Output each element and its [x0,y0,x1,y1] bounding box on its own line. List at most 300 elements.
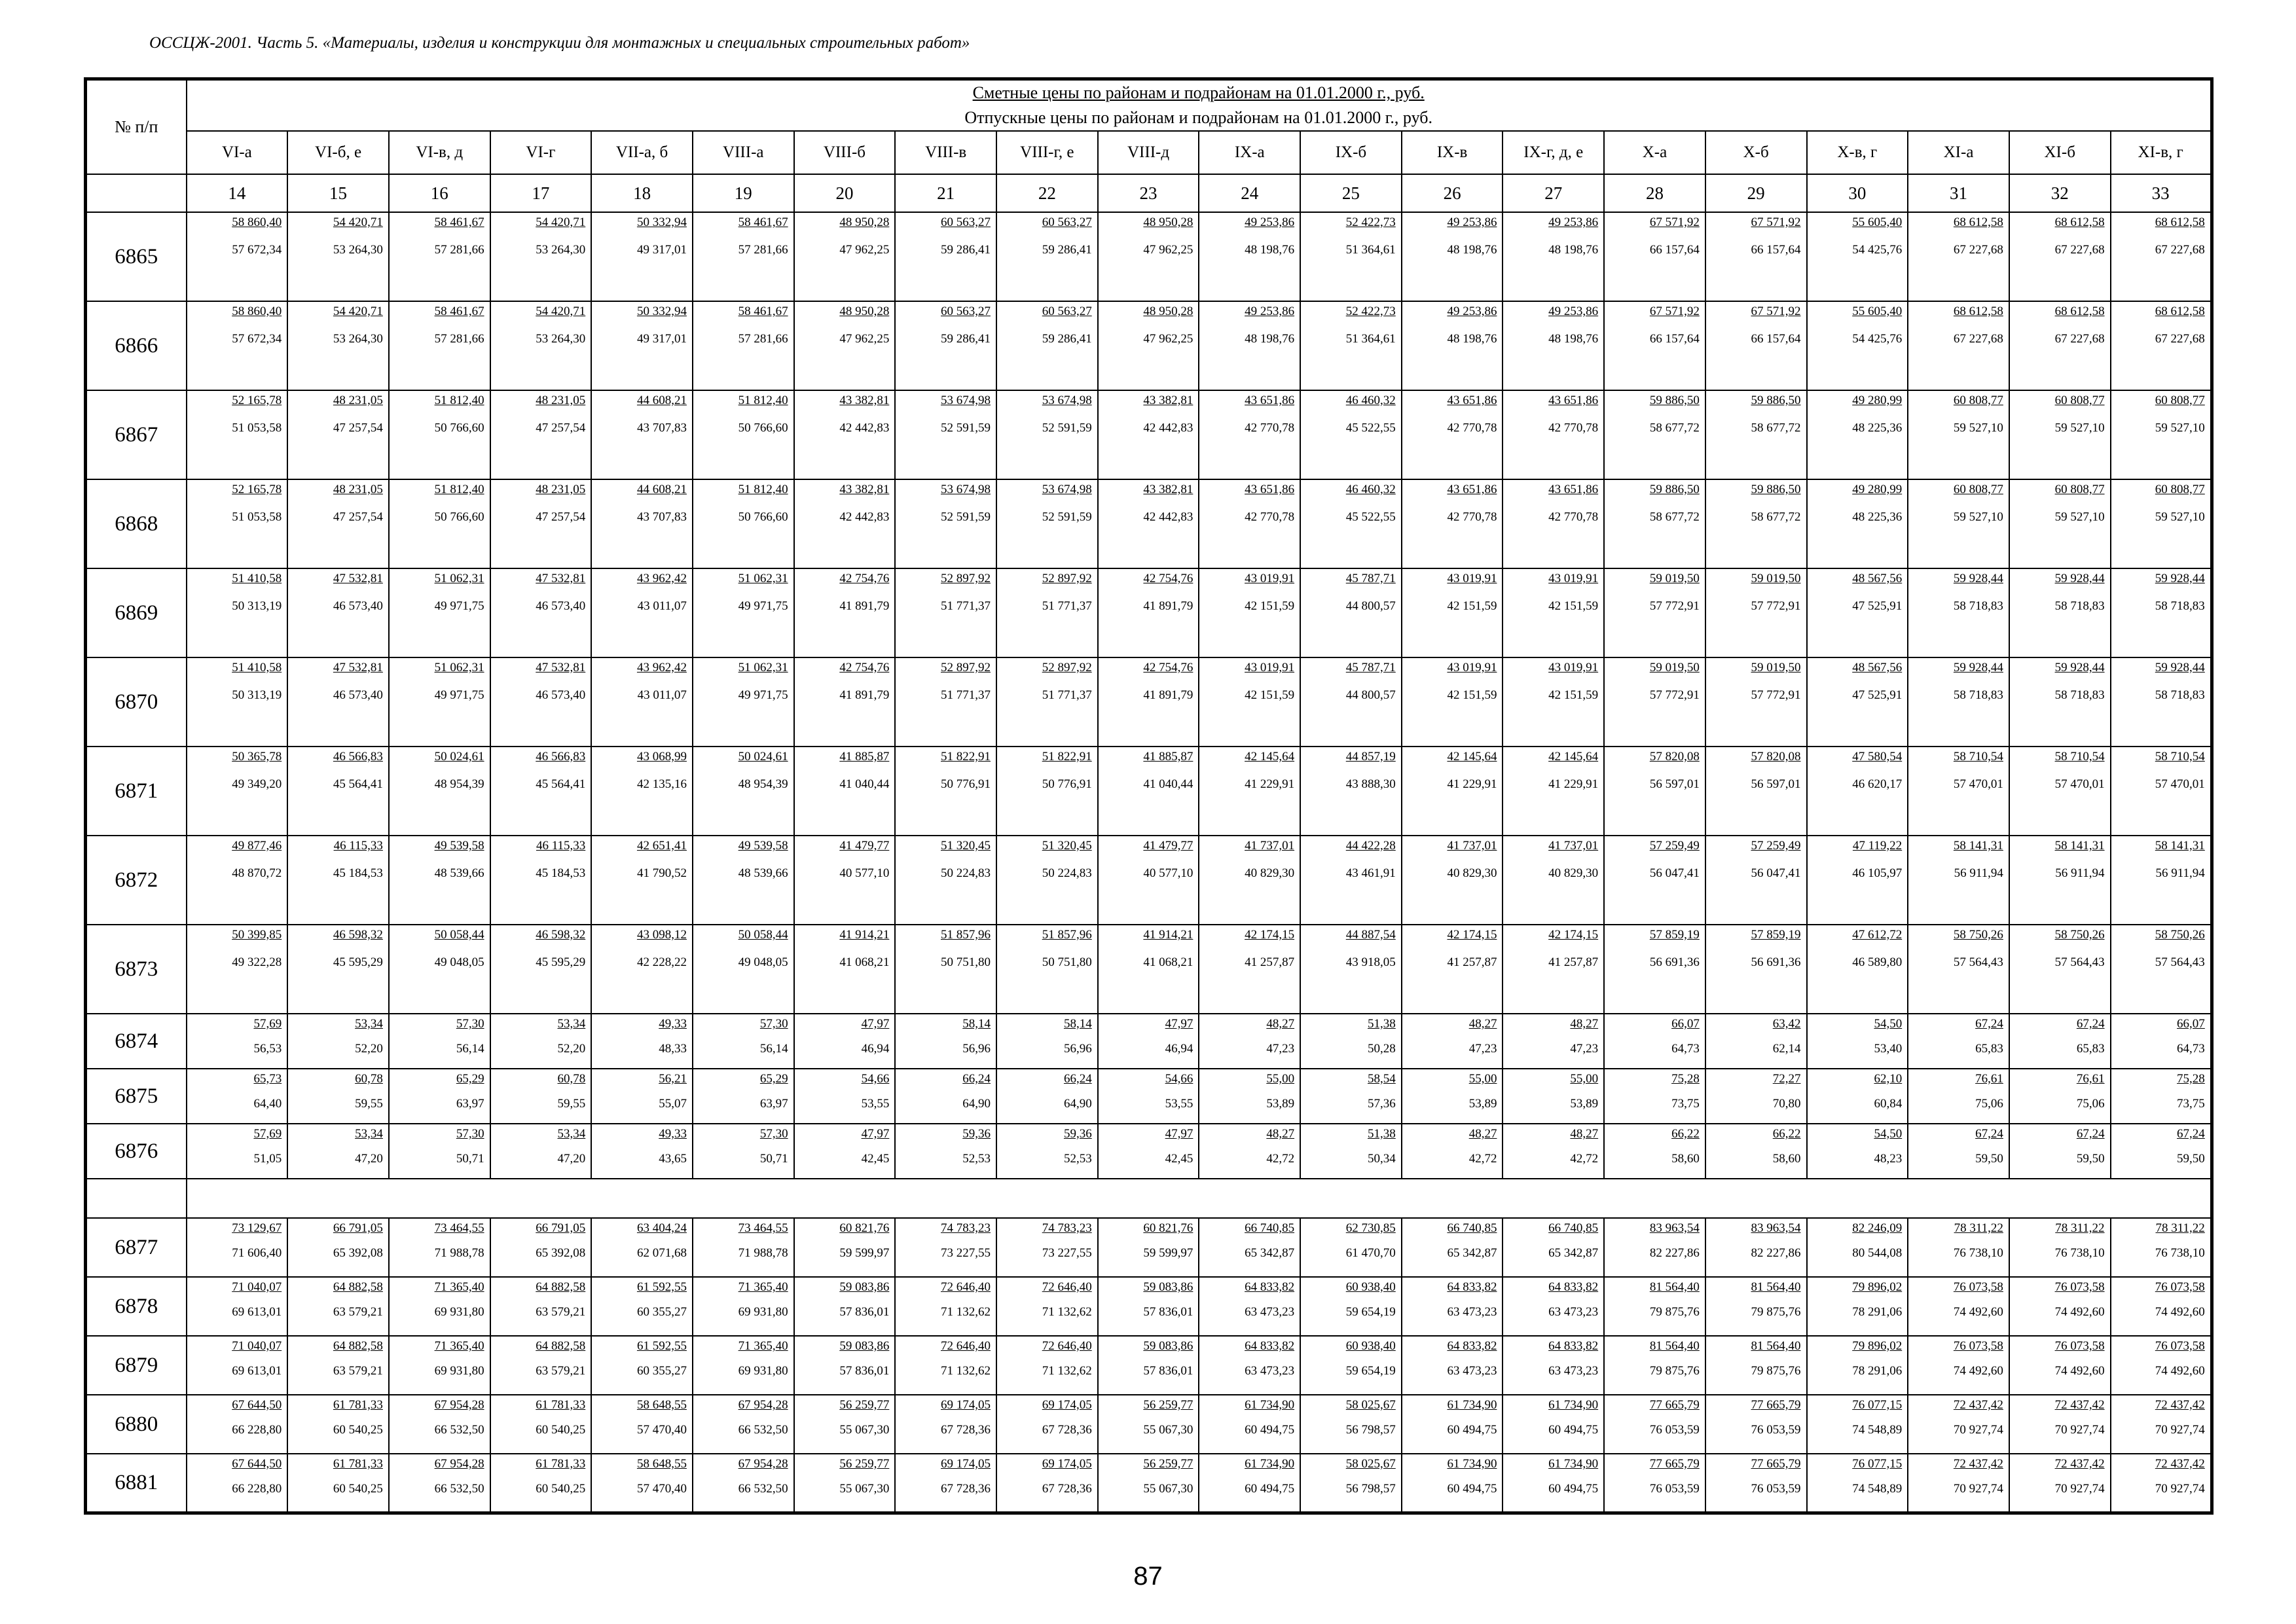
price-cell [693,1014,794,1069]
estimate-price: 53,34 [557,1017,586,1031]
estimate-price: 43 962,42 [636,572,687,585]
estimate-price: 72 646,40 [941,1339,991,1353]
release-price: 52 591,59 [1042,510,1092,524]
release-price: 78 291,06 [1852,1364,1903,1378]
estimate-price: 43 382,81 [1143,483,1194,496]
price-cell [1807,301,1908,390]
release-price: 57 672,34 [232,243,282,257]
release-price: 59 527,10 [2054,510,2105,524]
price-cell [287,1395,389,1454]
price-cell [1604,1395,1705,1454]
price-cell [1503,479,1604,568]
price-cell [389,212,490,301]
release-price: 67 227,68 [2155,332,2205,346]
release-price: 57 772,91 [1649,599,1700,613]
estimate-price: 81 564,40 [1751,1339,1801,1353]
release-price: 47,20 [557,1152,586,1166]
estimate-price: 41 737,01 [1245,839,1295,853]
price-cell [1604,657,1705,747]
release-price: 46 105,97 [1852,866,1903,880]
estimate-price: 47 532,81 [536,661,586,674]
price-cell [1705,1395,1807,1454]
estimate-price: 76 073,58 [2155,1339,2205,1353]
price-cell [591,212,693,301]
release-price: 50 224,83 [941,866,991,880]
price-cell [591,925,693,1014]
estimate-price: 45 787,71 [1345,572,1396,585]
release-price: 44 800,57 [1345,599,1396,613]
release-price: 53,89 [1266,1097,1295,1111]
price-cell [1199,568,1300,657]
release-price: 57 281,66 [434,243,484,257]
district-header: VIII-д [1098,131,1199,174]
estimate-price: 60 808,77 [1953,483,2003,496]
estimate-price: 61 781,33 [536,1457,586,1471]
price-cell [187,568,288,657]
release-price: 67 227,68 [2054,332,2105,346]
release-price: 57 281,66 [738,332,788,346]
price-cell [287,1014,389,1069]
district-header: XI-в, г [2111,131,2212,174]
price-cell [1300,1454,1402,1513]
price-cell [490,925,592,1014]
release-price: 50,34 [1368,1152,1396,1166]
release-price: 66 228,80 [232,1423,282,1437]
price-cell [1098,925,1199,1014]
estimate-price: 61 734,90 [1447,1457,1497,1471]
release-price: 41 229,91 [1245,777,1295,791]
release-price: 67 728,36 [1042,1482,1092,1496]
price-cell [2009,1277,2111,1336]
price-cell [996,1069,1098,1124]
price-cell [1705,836,1807,925]
release-price: 50 224,83 [1042,866,1092,880]
price-cell [1503,1277,1604,1336]
estimate-price: 75,28 [1671,1072,1700,1086]
price-cell [1300,747,1402,836]
estimate-price: 48 567,56 [1852,572,1903,585]
price-cell [1402,568,1503,657]
estimate-price: 66,24 [1063,1072,1092,1086]
release-price: 48 198,76 [1548,332,1599,346]
release-price: 56,14 [759,1042,788,1056]
price-cell [389,657,490,747]
release-price: 80 544,08 [1852,1246,1903,1260]
price-title-header [187,79,2212,132]
column-number-blank [86,174,187,212]
release-price: 69 613,01 [232,1305,282,1319]
price-cell [287,212,389,301]
price-cell [794,747,896,836]
price-cell [389,301,490,390]
release-price: 66 532,50 [434,1482,484,1496]
release-price: 65 342,87 [1447,1246,1497,1260]
release-price: 41 891,79 [839,688,890,702]
price-cell [1503,1395,1604,1454]
estimate-price: 61 734,90 [1548,1398,1599,1412]
estimate-price: 52 897,92 [941,572,991,585]
price-cell [490,1124,592,1179]
table-row [86,212,2212,301]
estimate-price: 47 532,81 [536,572,586,585]
price-cell [389,1454,490,1513]
estimate-price: 64 882,58 [333,1339,383,1353]
price-cell [1300,1014,1402,1069]
price-cell [1705,1454,1807,1513]
estimate-price: 54 420,71 [536,304,586,318]
estimate-price: 56 259,77 [1143,1457,1194,1471]
price-cell [895,747,996,836]
estimate-price: 46 566,83 [333,750,383,764]
price-cell [1705,1124,1807,1179]
price-cell [1908,925,2009,1014]
release-price: 41 790,52 [636,866,687,880]
column-number: 29 [1705,174,1807,212]
estimate-price: 42 651,41 [636,839,687,853]
release-price: 79 875,76 [1649,1364,1700,1378]
price-cell [1503,1069,1604,1124]
estimate-price: 49 877,46 [232,839,282,853]
price-cell [490,568,592,657]
release-price: 46,94 [1165,1042,1194,1056]
estimate-price: 67,24 [1975,1127,2003,1141]
release-price: 45 564,41 [536,777,586,791]
estimate-price: 49 253,86 [1447,304,1497,318]
release-price: 70,80 [1772,1097,1801,1111]
estimate-price: 43 382,81 [839,483,890,496]
estimate-price: 57 859,19 [1649,928,1700,942]
estimate-price: 52 422,73 [1345,215,1396,229]
estimate-price: 60 808,77 [2155,483,2205,496]
estimate-price: 58 025,67 [1345,1457,1396,1471]
estimate-price: 58 860,40 [232,215,282,229]
release-price: 59 527,10 [2155,510,2205,524]
release-price: 70 927,74 [2054,1482,2105,1496]
price-cell [591,1336,693,1395]
price-cell [1098,1336,1199,1395]
price-cell [2111,390,2212,479]
price-cell [1503,1454,1604,1513]
column-number: 24 [1199,174,1300,212]
estimate-price: 50 058,44 [434,928,484,942]
price-cell [1098,390,1199,479]
release-price: 59 286,41 [1042,243,1092,257]
price-cell [490,390,592,479]
price-cell [389,1395,490,1454]
price-cell [1503,657,1604,747]
row-number: 6865 [86,212,187,301]
column-number: 15 [287,174,389,212]
price-cell [1402,212,1503,301]
release-price: 42 151,59 [1245,599,1295,613]
release-price: 56 047,41 [1649,866,1700,880]
release-price: 48 198,76 [1245,332,1295,346]
price-cell [591,568,693,657]
title-row [86,79,2212,132]
estimate-price: 59 928,44 [2054,572,2105,585]
estimate-price: 68 612,58 [2054,304,2105,318]
estimate-price: 54 420,71 [536,215,586,229]
estimate-price: 58 648,55 [636,1398,687,1412]
release-price: 51 771,37 [941,599,991,613]
price-cell [2009,925,2111,1014]
release-price: 48 198,76 [1447,332,1497,346]
price-cell [1402,1277,1503,1336]
price-cell [996,1395,1098,1454]
price-cell [1604,1218,1705,1277]
price-cell [287,479,389,568]
price-cell [2111,301,2212,390]
price-cell [1604,479,1705,568]
price-cell [996,836,1098,925]
price-cell [287,1336,389,1395]
price-cell [1705,1014,1807,1069]
estimate-price: 47 119,22 [1852,839,1903,853]
estimate-price: 49 539,58 [434,839,484,853]
estimate-price: 71 040,07 [232,1339,282,1353]
estimate-price: 42 145,64 [1447,750,1497,764]
release-price: 42,72 [1266,1152,1295,1166]
estimate-price: 41 479,77 [839,839,890,853]
estimate-price: 42 174,15 [1245,928,1295,942]
estimate-price: 54 420,71 [333,215,383,229]
price-cell [2111,747,2212,836]
price-cell [1503,747,1604,836]
release-price: 76 053,59 [1751,1482,1801,1496]
release-price: 67 728,36 [941,1423,991,1437]
release-price: 56,96 [962,1042,991,1056]
price-cell [996,479,1098,568]
price-cell [591,836,693,925]
table-row [86,1014,2212,1069]
estimate-price: 46 460,32 [1345,483,1396,496]
price-cell [2111,1277,2212,1336]
release-price: 60 494,75 [1548,1482,1599,1496]
estimate-price: 64 833,82 [1245,1280,1295,1294]
estimate-price: 73 464,55 [738,1221,788,1235]
estimate-price: 41 737,01 [1447,839,1497,853]
release-price: 40 577,10 [839,866,890,880]
price-cell [996,212,1098,301]
release-price: 74 492,60 [2054,1305,2105,1319]
column-number: 18 [591,174,693,212]
release-price: 73,75 [1671,1097,1700,1111]
price-cell [389,836,490,925]
estimate-price: 77 665,79 [1751,1398,1801,1412]
price-cell [187,925,288,1014]
release-price: 65 392,08 [333,1246,383,1260]
release-price: 49 971,75 [434,599,484,613]
release-price: 57 672,34 [232,332,282,346]
estimate-price: 67 571,92 [1649,304,1700,318]
price-cell [1908,479,2009,568]
release-price: 59 654,19 [1345,1305,1396,1319]
price-cell [490,212,592,301]
release-price: 49 349,20 [232,777,282,791]
release-price: 47,23 [1468,1042,1497,1056]
price-cell [1705,1069,1807,1124]
price-cell [187,301,288,390]
estimate-price: 81 564,40 [1751,1280,1801,1294]
release-price: 56,96 [1063,1042,1092,1056]
estimate-price: 63 404,24 [636,1221,687,1235]
estimate-price: 81 564,40 [1649,1339,1700,1353]
release-price: 50 776,91 [1042,777,1092,791]
price-cell [1402,1218,1503,1277]
district-header: IX-г, д, е [1503,131,1604,174]
release-price: 43 707,83 [636,421,687,435]
price-cell [1908,1014,2009,1069]
release-price: 59,50 [1975,1152,2003,1166]
price-cell [996,925,1098,1014]
price-cell [1807,1014,1908,1069]
estimate-price: 58 461,67 [434,304,484,318]
district-header: X-а [1604,131,1705,174]
price-cell [1300,390,1402,479]
estimate-price: 43 651,86 [1447,394,1497,407]
price-cell [1807,1454,1908,1513]
estimate-price: 43 651,86 [1245,483,1295,496]
price-cell [794,1124,896,1179]
price-cell [591,1124,693,1179]
release-price: 59 286,41 [941,243,991,257]
price-cell [187,836,288,925]
release-price: 70 927,74 [2155,1482,2205,1496]
estimate-price: 45 787,71 [1345,661,1396,674]
release-price: 66 157,64 [1751,243,1801,257]
release-price: 69 931,80 [434,1364,484,1378]
estimate-price: 58 461,67 [738,304,788,318]
price-cell [1908,1336,2009,1395]
price-cell [794,1454,896,1513]
row-number: 6870 [86,657,187,747]
price-cell [1705,1277,1807,1336]
estimate-price: 58 710,54 [2155,750,2205,764]
estimate-price: 75,28 [2177,1072,2205,1086]
price-cell [1300,1277,1402,1336]
estimate-price: 48,27 [1570,1017,1599,1031]
estimate-price: 59 083,86 [839,1339,890,1353]
estimate-price: 72 646,40 [941,1280,991,1294]
estimate-price: 76,61 [2076,1072,2105,1086]
estimate-price: 60 821,76 [1143,1221,1194,1235]
release-price: 55 067,30 [839,1482,890,1496]
release-price: 59 654,19 [1345,1364,1396,1378]
estimate-price: 46 598,32 [333,928,383,942]
price-cell [1503,1218,1604,1277]
estimate-price: 57,30 [759,1127,788,1141]
release-price: 66 157,64 [1751,332,1801,346]
release-price: 62,14 [1772,1042,1801,1056]
price-cell [1199,1454,1300,1513]
release-price: 67 728,36 [1042,1423,1092,1437]
price-cell [287,925,389,1014]
estimate-price: 43 651,86 [1548,394,1599,407]
release-price: 59,50 [2177,1152,2205,1166]
release-price: 60 540,25 [333,1482,383,1496]
price-cell [1098,1277,1199,1336]
column-number: 16 [389,174,490,212]
release-price: 56 047,41 [1751,866,1801,880]
price-cell [1199,1124,1300,1179]
estimate-price: 46 460,32 [1345,394,1396,407]
release-price: 49 048,05 [434,955,484,969]
estimate-price: 57 859,19 [1751,928,1801,942]
release-price: 60 494,75 [1245,1482,1295,1496]
price-cell [490,1014,592,1069]
estimate-price: 48 950,28 [1143,304,1194,318]
district-header: X-в, г [1807,131,1908,174]
estimate-price: 51 812,40 [738,483,788,496]
row-number: 6867 [86,390,187,479]
estimate-price: 66 791,05 [536,1221,586,1235]
estimate-price: 61 781,33 [333,1457,383,1471]
table-row [86,479,2212,568]
price-cell [1098,747,1199,836]
price-cell [1098,1069,1199,1124]
estimate-price: 60 821,76 [839,1221,890,1235]
price-cell [1300,925,1402,1014]
estimate-price: 43 962,42 [636,661,687,674]
price-cell [187,747,288,836]
price-cell [2111,1014,2212,1069]
price-cell [1199,1336,1300,1395]
release-price: 52,20 [557,1042,586,1056]
release-price: 47 962,25 [1143,332,1194,346]
release-price: 58,60 [1772,1152,1801,1166]
release-price: 58 718,83 [2054,688,2105,702]
release-price: 66 532,50 [434,1423,484,1437]
estimate-price: 51 410,58 [232,661,282,674]
release-price: 56 691,36 [1649,955,1700,969]
release-price: 60 355,27 [636,1364,687,1378]
release-price: 67 227,68 [1953,243,2003,257]
estimate-price: 66 791,05 [333,1221,383,1235]
estimate-price: 53 674,98 [941,483,991,496]
estimate-price: 49 253,86 [1548,215,1599,229]
release-price: 51 364,61 [1345,243,1396,257]
estimate-price: 78 311,22 [1954,1221,2003,1235]
release-price: 70 927,74 [1953,1482,2003,1496]
price-cell [895,1218,996,1277]
estimate-price: 48 231,05 [536,483,586,496]
price-cell [794,1218,896,1277]
estimate-price: 48 231,05 [536,394,586,407]
estimate-price: 58 860,40 [232,304,282,318]
estimate-price: 58 648,55 [636,1457,687,1471]
estimate-price: 67 954,28 [434,1398,484,1412]
estimate-price: 47 532,81 [333,572,383,585]
estimate-price: 61 592,55 [636,1339,687,1353]
release-price: 42 770,78 [1447,510,1497,524]
release-price: 71 132,62 [1042,1305,1092,1319]
estimate-price: 65,73 [253,1072,282,1086]
release-price: 76 738,10 [2054,1246,2105,1260]
release-price: 71 988,78 [434,1246,484,1260]
release-price: 47 257,54 [536,510,586,524]
estimate-price: 47,97 [1165,1017,1194,1031]
release-price: 71 132,62 [1042,1364,1092,1378]
release-price: 42 151,59 [1447,688,1497,702]
release-price: 53,89 [1468,1097,1497,1111]
estimate-price: 50 058,44 [738,928,788,942]
estimate-price: 77 665,79 [1649,1398,1700,1412]
estimate-price: 46 115,33 [333,839,383,853]
price-cell [794,925,896,1014]
release-price: 63,97 [759,1097,788,1111]
release-price: 63 579,21 [536,1364,586,1378]
estimate-price: 66,07 [1671,1017,1700,1031]
